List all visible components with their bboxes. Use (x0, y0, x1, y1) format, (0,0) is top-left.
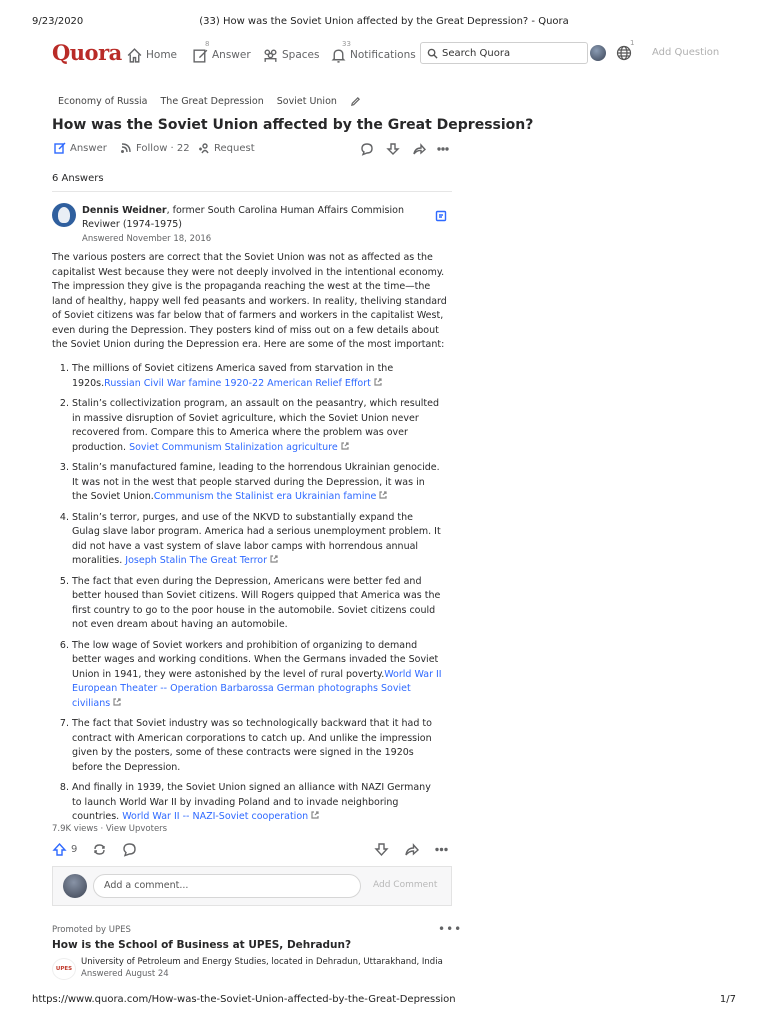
downvote-question-button[interactable] (386, 142, 400, 156)
nav-spaces[interactable] (262, 46, 319, 64)
list-item-text: Stalin’s terror, purges, and use of the NKVD to substantially expand the Gulag slave labor program. America had a serious unemployment problem. It did not have a vast system of slave labor camps with horrendous annual moralities. (72, 511, 441, 566)
answer-question-label: Answer (70, 142, 107, 154)
answer-date: Answered November 18, 2016 (82, 234, 212, 244)
add-comment-button[interactable]: Add Comment (373, 880, 438, 890)
question-title: How was the Soviet Union affected by the Great Depression? (52, 117, 534, 133)
more-dots-icon (436, 142, 450, 156)
bell-icon (330, 47, 347, 64)
nav-answer-label: Answer (212, 49, 251, 61)
topic-list (58, 96, 361, 107)
search-placeholder: Search Quora (442, 47, 511, 59)
answer-intro-paragraph: The various posters are correct that the Soviet Union was not as affected as the capitalist West because they were not deeply involved in the intentional economy. The impression they give is the propaganda reaching the west at the time—the land of healthy, happy well fed peasants and workers. In reality, theliving standard of Soviet citizens was far below that of farmers and workers in the capitalist West, even during the Depression. They posters kind of miss out on a few details about the Soviet Union during the Depression era. Here are some of the most important: (52, 252, 447, 350)
nav-spaces-label: Spaces (282, 49, 320, 61)
reference-link[interactable]: World War II European Theater -- Operation Barbarossa German photographs Soviet civilians (72, 668, 442, 709)
upvote-count: 9 (71, 844, 78, 855)
follow-label: Follow · 22 (136, 142, 190, 154)
share-arrow-button[interactable] (404, 842, 419, 857)
answer-more-button[interactable] (434, 842, 449, 857)
list-item (72, 575, 442, 633)
list-item (72, 511, 442, 569)
list-item-text: Stalin’s collectivization program, an assault on the peasantry, which resulted in massive disruption of Soviet agriculture, which the Soviet Union never recovered from. Compare this to America where the problem was over production. (72, 398, 439, 453)
comment-bubble-icon (360, 142, 374, 156)
request-label: Request (214, 142, 255, 154)
reference-link[interactable]: Joseph Stalin The Great Terror (125, 555, 268, 566)
comment-question-button[interactable] (360, 142, 374, 156)
nav-home[interactable] (126, 46, 177, 64)
reference-link[interactable]: Russian Civil War famine 1920-22 American Relief Effort (104, 377, 371, 389)
list-item (72, 461, 442, 505)
home-icon (126, 47, 143, 64)
list-item-text: The millions of Soviet citizens America saved from starvation in the 1920s. (72, 363, 394, 389)
external-link-icon (374, 377, 382, 385)
nav-notifications[interactable] (330, 40, 416, 64)
external-link-icon (113, 697, 121, 705)
answer-badge: 8 (205, 40, 210, 48)
follow-question-button[interactable] (120, 142, 190, 154)
answers-divider (52, 191, 452, 192)
pencil-icon (54, 142, 66, 154)
list-item (72, 362, 442, 391)
pencil-square-icon (192, 47, 209, 64)
promo-question-title[interactable]: How is the School of Business at UPES, Dehradun? (52, 939, 352, 951)
request-answer-button[interactable] (198, 142, 255, 154)
print-url: https://www.quora.com/How-was-the-Soviet-Union-affected-by-the-Great-Depression (32, 994, 456, 1005)
list-item-text: The fact that Soviet industry was so technologically backward that it had to contract with American corporations to catch up. And unlike the impression given by the posters, some of these contracts were signed in the 1920s before the Depression. (72, 718, 432, 773)
answers-count: 6 Answers (52, 173, 104, 184)
downvote-answer-button[interactable] (374, 842, 389, 857)
commenter-avatar (63, 874, 87, 898)
promo-answer-date: Answered August 24 (81, 969, 169, 979)
bookmark-icon (435, 210, 447, 222)
bookmark-button[interactable] (435, 207, 447, 219)
author-credential-line (82, 204, 432, 232)
list-item-text: The low wage of Soviet workers and prohibition of organizing to demand better wages and working conditions. When the Germans invaded the Soviet Union in 1941, they were astonished by the level of rural poverty. (72, 639, 439, 680)
list-item (72, 781, 442, 825)
views-and-upvoters[interactable]: 7.9K views · View Upvoters (52, 824, 168, 834)
topic-soviet-union[interactable]: Soviet Union (276, 96, 337, 107)
search-icon (427, 48, 438, 59)
downvote-arrow-icon (374, 842, 389, 857)
topic-great-depression[interactable]: The Great Depression (160, 96, 264, 107)
print-title: (33) How was the Soviet Union affected by the Great Depression? - Quora (199, 16, 569, 27)
comment-box (52, 866, 452, 906)
topic-economy-of-russia[interactable]: Economy of Russia (58, 96, 148, 107)
answer-list (58, 362, 442, 831)
list-item-text: The fact that even during the Depression, Americans were better fed and better housed than Soviet citizens. Will Rogers quipped that America was the first country to go to the poor house in the automobile. Soviet citizens could not even dream about having an automobile. (72, 575, 441, 630)
globe-badge: 1 (630, 39, 635, 47)
external-link-icon (311, 810, 319, 818)
list-item-text: Stalin’s manufactured famine, leading to the horrendous Ukrainian genocide. It was not in the west that people starved during the Depression, it was in the Soviet Union. (72, 462, 440, 502)
promo-more-button[interactable]: ••• (438, 922, 463, 936)
list-item-text: And finally in 1939, the Soviet Union signed an alliance with NAZI Germany to launch World War II by invading Poland and to invade neighboring countries. (72, 782, 431, 822)
question-actions (52, 142, 452, 158)
language-globe-button[interactable] (616, 39, 635, 61)
author-avatar[interactable] (52, 203, 76, 227)
author-name[interactable]: Dennis Weidner (82, 205, 167, 216)
print-footer (0, 994, 768, 1008)
answer-actions (52, 842, 452, 860)
reference-link[interactable]: World War II -- NAZI-Soviet cooperation (122, 811, 309, 822)
comment-answer-button[interactable] (122, 842, 137, 857)
comment-input[interactable]: Add a comment... (93, 874, 361, 898)
share-question-button[interactable] (412, 142, 426, 156)
downvote-arrow-icon (386, 142, 400, 156)
edit-topics-icon[interactable] (350, 96, 361, 107)
more-options-button[interactable] (436, 142, 450, 156)
more-dots-icon (434, 842, 449, 857)
people-icon (262, 47, 279, 64)
user-avatar[interactable] (590, 45, 606, 61)
external-link-icon (379, 490, 387, 498)
print-page-number: 1/7 (719, 994, 736, 1005)
reference-link[interactable]: Soviet Communism Stalinization agriculture (129, 441, 338, 453)
author-credential: , former South Carolina Human Affairs Commision Reviwer (1974-1975) (82, 205, 404, 230)
print-header (0, 16, 768, 30)
add-question-button[interactable]: Add Question (652, 47, 720, 58)
share-arrow-icon (412, 142, 426, 156)
top-navigation (40, 38, 730, 72)
share-arrow-icon (404, 842, 419, 857)
quora-logo[interactable]: Quora (52, 40, 122, 65)
upvote-arrow-icon (52, 842, 67, 857)
list-item (72, 639, 442, 712)
upvote-button[interactable] (52, 842, 67, 857)
search-input[interactable] (420, 42, 588, 64)
promoted-label: Promoted by UPES (52, 925, 131, 935)
answer-question-button[interactable] (54, 142, 107, 154)
external-link-icon (270, 554, 278, 562)
nav-home-label: Home (146, 49, 178, 61)
external-link-icon (341, 441, 349, 449)
promo-author[interactable]: University of Petroleum and Energy Studies, located in Dehradun, Uttarakhand, India (81, 957, 443, 967)
reshare-icon (92, 842, 107, 857)
share-answer-button[interactable] (92, 842, 107, 857)
nav-answer[interactable] (192, 40, 251, 64)
print-date: 9/23/2020 (32, 16, 84, 27)
request-person-icon (198, 142, 210, 154)
follow-rss-icon (120, 142, 132, 154)
list-item (72, 717, 442, 775)
list-item (72, 397, 442, 455)
globe-icon (616, 45, 632, 61)
nav-notifications-label: Notifications (350, 49, 416, 61)
upes-logo[interactable]: UPES (52, 958, 76, 980)
reference-link[interactable]: Communism the Stalinist era Ukrainian famine (153, 491, 377, 502)
notifications-badge: 33 (342, 40, 351, 48)
comment-bubble-icon (122, 842, 137, 857)
